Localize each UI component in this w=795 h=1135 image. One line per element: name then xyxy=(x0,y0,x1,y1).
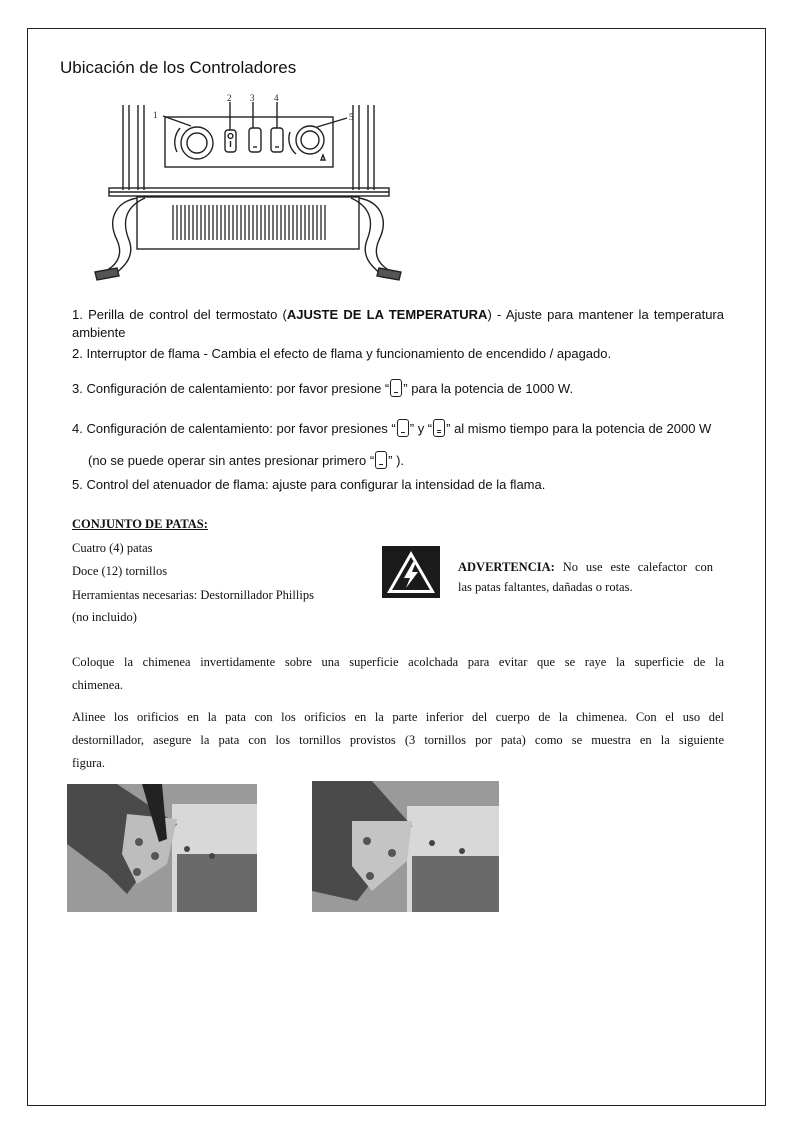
leg-assembly-photo-attached xyxy=(312,781,499,912)
button-1000w-icon xyxy=(397,419,409,437)
leg-assembly-photo-with-screwdriver xyxy=(67,784,257,912)
legs-line: (no incluido) xyxy=(72,610,137,624)
button-2000w-icon xyxy=(433,419,445,437)
fireplace-controls-diagram xyxy=(85,90,435,290)
item-1-line2: ambiente xyxy=(72,325,126,340)
button-1000w-icon xyxy=(375,451,387,469)
item-2: 2. Interruptor de flama - Cambia el efecto de flama y funcionamiento de encendido / apagado. xyxy=(72,346,612,361)
item-1: 1. Perilla de control del termostato (AJUSTE DE LA TEMPERATURA) - Ajuste para mantener la temperatura xyxy=(72,307,724,322)
paragraph-1-line2: chimenea. xyxy=(72,678,124,692)
legs-line: Cuatro (4) patas xyxy=(72,541,153,555)
button-1000w-icon xyxy=(390,379,402,397)
item-4-note: (no se puede operar sin antes presionar primero “ ” ). xyxy=(88,453,405,468)
paragraph-2-line2: destornillador, asegure la pata con los tornillos provistos (3 tornillos por pata) como se muestra en la siguiente xyxy=(72,733,724,747)
legs-heading: CONJUNTO DE PATAS: xyxy=(72,517,208,531)
warning-line1: ADVERTENCIA: No use este calefactor con xyxy=(458,560,713,574)
warning-line2: las patas faltantes, dañadas o rotas. xyxy=(458,580,633,594)
item-5: 5. Control del atenuador de flama: ajuste para configurar la intensidad de la flama. xyxy=(72,477,546,492)
item-3: 3. Configuración de calentamiento: por favor presione “ ” para la potencia de 1000 W. xyxy=(72,381,574,396)
callout-4: 4 xyxy=(274,93,279,103)
callout-2: 2 xyxy=(227,93,232,103)
callout-5: 5 xyxy=(349,112,354,122)
item-4: 4. Configuración de calentamiento: por favor presiones “ ” y “ ” al mismo tiempo para la potencia de 2000 W xyxy=(72,421,712,436)
electric-shock-warning-icon xyxy=(382,546,440,598)
callout-1: 1 xyxy=(153,110,158,120)
paragraph-1-line1: Coloque la chimenea invertidamente sobre una superficie acolchada para evitar que se raye la superficie de la xyxy=(72,655,724,669)
callout-3: 3 xyxy=(250,93,255,103)
legs-line: Herramientas necesarias: Destornillador Phillips xyxy=(72,588,314,602)
legs-line: Doce (12) tornillos xyxy=(72,564,168,578)
paragraph-2-line1: Alinee los orificios en la pata con los orificios en la parte inferior del cuerpo de la chimenea. Con el uso del xyxy=(72,710,724,724)
paragraph-2-line3: figura. xyxy=(72,756,105,770)
page-title: Ubicación de los Controladores xyxy=(60,58,297,77)
